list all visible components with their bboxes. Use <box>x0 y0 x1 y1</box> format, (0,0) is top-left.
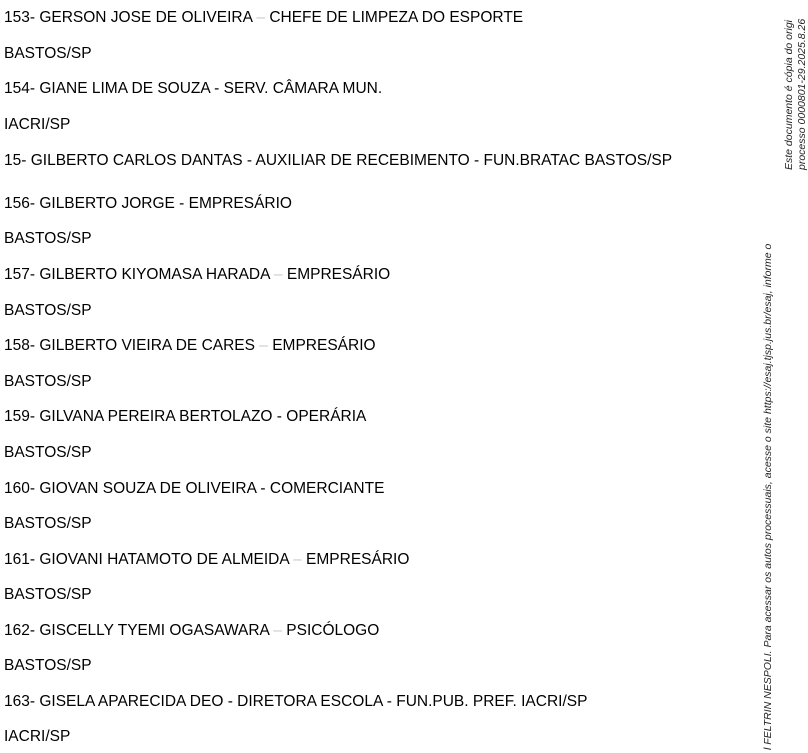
side-note-process-number: processo 0000801-29.2025.8.26 <box>796 18 808 170</box>
entry-163-city: IACRI/SP <box>4 728 71 745</box>
entry-160-city: BASTOS/SP <box>4 515 92 532</box>
entry-162-city: BASTOS/SP <box>4 657 92 674</box>
entry-162-role: PSICÓLOGO <box>281 622 380 639</box>
entry-161-text: 161- GIOVANI HATAMOTO DE ALMEIDA <box>4 551 294 568</box>
entry-153 <box>4 9 523 27</box>
entry-157-city: BASTOS/SP <box>4 302 92 319</box>
entry-157-text: 157- GILBERTO KIYOMASA HARADA <box>4 266 274 283</box>
entry-158-text: 158- GILBERTO VIEIRA DE CARES <box>4 337 260 354</box>
entry-157-dash: – <box>273 266 283 283</box>
entry-153-text: 153- GERSON JOSE DE OLIVEIRA <box>4 9 257 26</box>
entry-158-role: EMPRESÁRIO <box>267 337 376 354</box>
entry-161 <box>4 551 409 569</box>
entry-161-role: EMPRESÁRIO <box>301 551 410 568</box>
entry-153-city: BASTOS/SP <box>4 45 92 62</box>
entry-158 <box>4 337 376 355</box>
entry-162-dash: – <box>273 622 282 639</box>
entry-156-city: BASTOS/SP <box>4 230 92 247</box>
entry-162 <box>4 622 379 640</box>
entry-161-city: BASTOS/SP <box>4 586 92 603</box>
entry-154-city: IACRI/SP <box>4 116 71 133</box>
entry-156: 156- GILBERTO JORGE - EMPRESÁRIO <box>4 195 292 212</box>
entry-163: 163- GISELA APARECIDA DEO - DIRETORA ESCOLA - FUN.PUB. PREF. IACRI/SP <box>4 693 588 710</box>
entry-155: 15- GILBERTO CARLOS DANTAS - AUXILIAR DE RECEBIMENTO - FUN.BRATAC BASTOS/SP <box>4 152 673 169</box>
entry-160: 160- GIOVAN SOUZA DE OLIVEIRA - COMERCIANTE <box>4 480 385 497</box>
entry-153-dash: – <box>256 9 266 26</box>
entry-159: 159- GILVANA PEREIRA BERTOLAZO - OPERÁRIA <box>4 408 367 425</box>
side-note-copy-origin: Este documento é cópia do origi <box>783 19 795 170</box>
side-note-access-info: l FELTRIN NESPOLI. Para acessar os autos processuais, acesse o site https://esaj.tjsp.jus.br/esaj, informe o <box>762 243 774 750</box>
entry-162-text: 162- GISCELLY TYEMI OGASAWARA <box>4 622 274 639</box>
side-watermark-notes <box>720 0 808 753</box>
entry-161-dash: – <box>293 551 302 568</box>
entry-158-city: BASTOS/SP <box>4 373 92 390</box>
entry-157 <box>4 266 390 284</box>
entry-153-role: CHEFE DE LIMPEZA DO ESPORTE <box>265 9 524 26</box>
entry-159-city: BASTOS/SP <box>4 444 92 461</box>
entry-154: 154- GIANE LIMA DE SOUZA - SERV. CÂMARA MUN. <box>4 80 383 97</box>
entry-157-role: EMPRESÁRIO <box>282 266 391 283</box>
entry-158-dash: – <box>259 337 268 354</box>
